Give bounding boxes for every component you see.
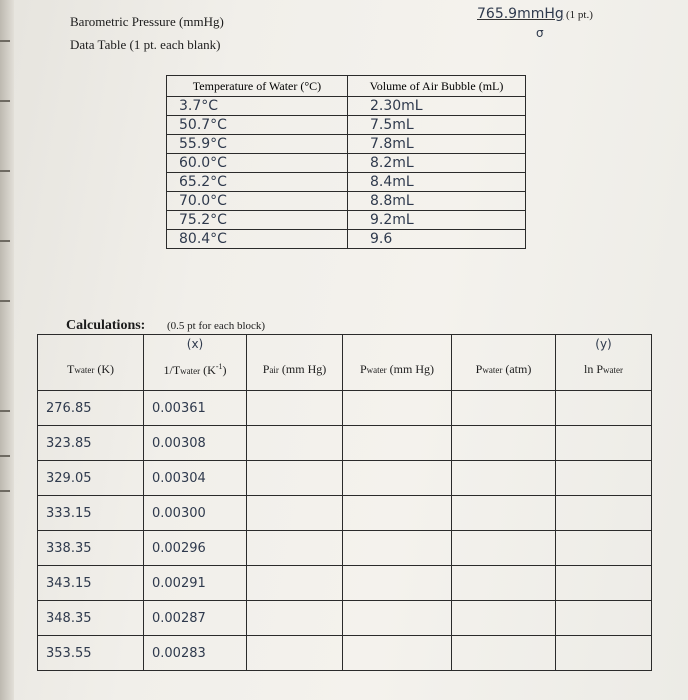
- table-row: [167, 97, 526, 116]
- header-text-main: T: [66, 362, 75, 376]
- table-row: [167, 211, 526, 230]
- t-water-cell: 353.55: [38, 636, 144, 671]
- col-header-p-air: [247, 335, 343, 391]
- table-row: [38, 531, 652, 566]
- blank-cell: [556, 461, 652, 496]
- header-text-main: P: [262, 362, 270, 376]
- binder-edge: [0, 0, 14, 700]
- calculations-note: (0.5 pt for each block): [167, 320, 266, 332]
- header-label: [144, 348, 246, 378]
- header-text-main: P: [475, 362, 483, 376]
- blank-cell: [343, 531, 452, 566]
- variable-mark: (x): [186, 337, 204, 351]
- table-row: [38, 566, 652, 601]
- blank-cell: [247, 636, 343, 671]
- inverse-t-cell: 0.00304: [144, 461, 247, 496]
- blank-cell: [556, 601, 652, 636]
- temperature-cell: 60.0°C: [167, 154, 348, 173]
- header-label: [38, 348, 143, 377]
- calculations-table: [37, 334, 652, 671]
- blank-cell: [247, 391, 343, 426]
- volume-cell: 7.5mL: [348, 116, 526, 135]
- blank-cell: [343, 461, 452, 496]
- blank-cell: [247, 461, 343, 496]
- header-text-tail: (mm Hg): [278, 362, 327, 376]
- blank-cell: [452, 391, 556, 426]
- temperature-cell: 50.7°C: [167, 116, 348, 135]
- variable-mark: (y): [595, 337, 612, 351]
- table-row: [167, 135, 526, 154]
- t-water-cell: 333.15: [38, 496, 144, 531]
- inverse-t-cell: 0.00291: [144, 566, 247, 601]
- blank-cell: [452, 426, 556, 461]
- col-header-inverse-t: [144, 335, 247, 391]
- temperature-cell: 70.0°C: [167, 192, 348, 211]
- volume-cell: 9.6: [348, 230, 526, 249]
- blank-cell: [556, 391, 652, 426]
- margin-mark: [0, 240, 10, 242]
- inverse-t-cell: 0.00361: [144, 391, 247, 426]
- temperature-cell: 75.2°C: [167, 211, 348, 230]
- col-header-volume: Volume of Air Bubble (mL): [348, 76, 526, 97]
- header-text-sub: air: [269, 365, 279, 375]
- blank-cell: [343, 636, 452, 671]
- blank-cell: [343, 566, 452, 601]
- blank-cell: [247, 601, 343, 636]
- header-text-main: P: [359, 362, 367, 376]
- blank-cell: [247, 496, 343, 531]
- blank-cell: [452, 566, 556, 601]
- blank-cell: [452, 601, 556, 636]
- col-header-ln-p-water: [556, 335, 652, 391]
- header-text-tail: (atm): [502, 362, 532, 376]
- blank-cell: [343, 601, 452, 636]
- t-water-cell: 348.35: [38, 601, 144, 636]
- table-row: [38, 496, 652, 531]
- header-text-tail: (K): [94, 362, 114, 376]
- t-water-cell: 329.05: [38, 461, 144, 496]
- margin-mark: [0, 300, 10, 302]
- table-row: [38, 636, 652, 671]
- table-row: [167, 154, 526, 173]
- margin-mark: [0, 455, 10, 457]
- blank-cell: [556, 636, 652, 671]
- header-label: [556, 348, 651, 377]
- temperature-cell: 80.4°C: [167, 230, 348, 249]
- volume-cell: 8.8mL: [348, 192, 526, 211]
- header-text-main: 1/T: [163, 362, 181, 377]
- inverse-t-cell: 0.00296: [144, 531, 247, 566]
- pressure-label: Barometric Pressure (mmHg): [70, 14, 224, 29]
- calculations-title: Calculations:: [66, 318, 146, 333]
- data-table-title: Data Table (1 pt. each blank): [70, 37, 221, 52]
- t-water-cell: 276.85: [38, 391, 144, 426]
- blank-cell: [247, 426, 343, 461]
- margin-mark: [0, 100, 10, 102]
- blank-cell: [247, 531, 343, 566]
- header-text-tail2: ): [222, 362, 227, 377]
- pressure-points: (1 pt.): [566, 9, 593, 21]
- blank-cell: [247, 566, 343, 601]
- table-row: [38, 426, 652, 461]
- header-text-sup: -1: [215, 361, 223, 371]
- grading-mark: σ: [536, 26, 544, 40]
- table-row: [167, 192, 526, 211]
- inverse-t-cell: 0.00300: [144, 496, 247, 531]
- header-label: [247, 348, 342, 377]
- table-row: [167, 230, 526, 249]
- margin-mark: [0, 170, 10, 172]
- table-row: [167, 173, 526, 192]
- volume-cell: 8.4mL: [348, 173, 526, 192]
- header-text-sub: water: [366, 365, 387, 375]
- blank-cell: [343, 426, 452, 461]
- header-text-sub: water: [603, 365, 623, 375]
- header-text-sub: water: [74, 365, 95, 375]
- inverse-t-cell: 0.00287: [144, 601, 247, 636]
- col-header-p-water-atm: [452, 335, 556, 391]
- blank-cell: [556, 531, 652, 566]
- t-water-cell: 323.85: [38, 426, 144, 461]
- table-row: [167, 116, 526, 135]
- table-row: [38, 601, 652, 636]
- header-text-sub: water: [180, 365, 201, 376]
- blank-cell: [556, 566, 652, 601]
- t-water-cell: 343.15: [38, 566, 144, 601]
- pressure-value: 765.9mmHg: [477, 6, 564, 22]
- blank-cell: [452, 461, 556, 496]
- header-text-sub: water: [482, 365, 503, 375]
- margin-mark: [0, 490, 10, 492]
- blank-cell: [556, 426, 652, 461]
- blank-cell: [452, 496, 556, 531]
- header-label: [343, 348, 451, 377]
- col-header-temperature: Temperature of Water (°C): [167, 76, 348, 97]
- temperature-cell: 55.9°C: [167, 135, 348, 154]
- blank-cell: [452, 531, 556, 566]
- header-label: [452, 348, 555, 377]
- temperature-cell: 65.2°C: [167, 173, 348, 192]
- blank-cell: [343, 391, 452, 426]
- table-row: [38, 461, 652, 496]
- inverse-t-cell: 0.00308: [144, 426, 247, 461]
- volume-cell: 7.8mL: [348, 135, 526, 154]
- volume-cell: 9.2mL: [348, 211, 526, 230]
- volume-cell: 2.30mL: [348, 97, 526, 116]
- margin-mark: [0, 410, 10, 412]
- blank-cell: [556, 496, 652, 531]
- header-text-tail: (mm Hg): [386, 362, 434, 376]
- data-table: [166, 75, 526, 249]
- table-row: [38, 391, 652, 426]
- header-text-main: ln P: [583, 362, 603, 376]
- t-water-cell: 338.35: [38, 531, 144, 566]
- volume-cell: 8.2mL: [348, 154, 526, 173]
- margin-mark: [0, 40, 10, 42]
- col-header-p-water-mmhg: [343, 335, 452, 391]
- header-text-tail: (K: [200, 362, 216, 377]
- inverse-t-cell: 0.00283: [144, 636, 247, 671]
- col-header-t-water: [38, 335, 144, 391]
- blank-cell: [343, 496, 452, 531]
- temperature-cell: 3.7°C: [167, 97, 348, 116]
- blank-cell: [452, 636, 556, 671]
